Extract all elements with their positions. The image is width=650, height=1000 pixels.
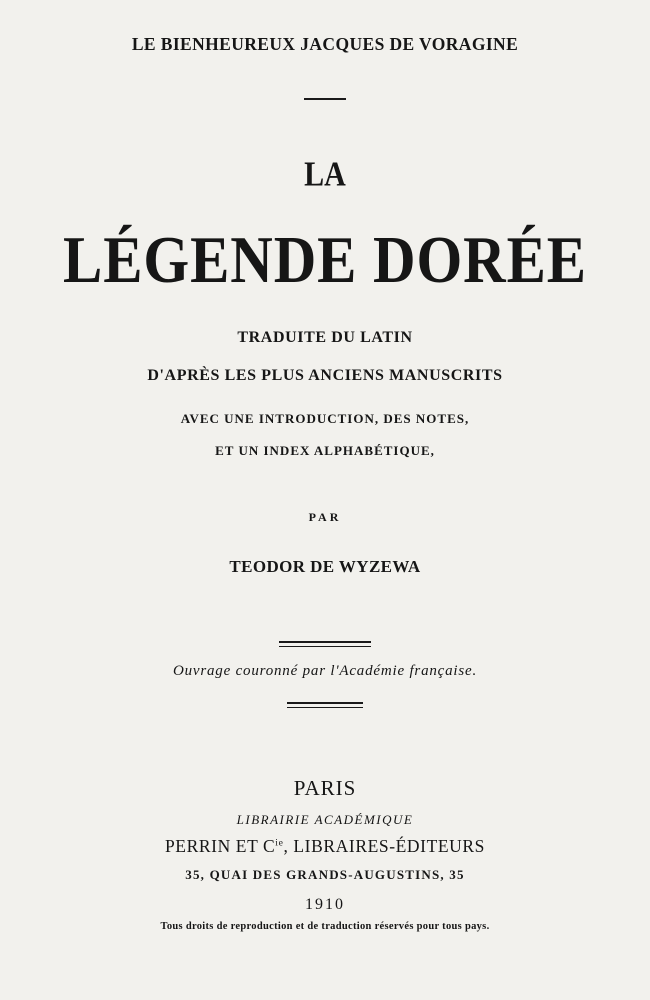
subtitle-translated-from: TRADUITE DU LATIN (237, 329, 413, 346)
publisher-address: 35, QUAI DES GRANDS-AUGUSTINS, 35 (185, 867, 465, 882)
upper-ornamental-divider (279, 641, 371, 643)
title-article: LA (304, 155, 346, 194)
publisher-superscript: ie (275, 837, 284, 849)
book-title: LÉGENDE DORÉE (63, 222, 587, 297)
publication-year: 1910 (305, 896, 345, 913)
imprint-name: LIBRAIRIE ACADÉMIQUE (236, 812, 414, 827)
rights-notice: Tous droits de reproduction et de traduction réservés pour tous pays. (160, 921, 490, 932)
subtitle-introduction-notes: AVEC UNE INTRODUCTION, DES NOTES, (180, 411, 470, 426)
publication-city: PARIS (293, 776, 357, 800)
publisher-suffix: , LIBRAIRES-ÉDITEURS (283, 836, 486, 856)
author-line: LE BIENHEUREUX JACQUES DE VORAGINE (131, 34, 519, 54)
prize-note: Ouvrage couronné par l'Académie française. (172, 663, 478, 679)
publisher-prefix: PERRIN ET C (164, 836, 276, 856)
lower-ornamental-divider (287, 702, 363, 704)
top-divider (304, 98, 346, 100)
subtitle-manuscripts: D'APRÈS LES PLUS ANCIENS MANUSCRITS (147, 367, 503, 384)
publisher-line (0, 838, 650, 856)
by-label: PAR (308, 510, 342, 524)
subtitle-index: ET UN INDEX ALPHABÉTIQUE, (215, 443, 435, 458)
translator-name: TEODOR DE WYZEWA (229, 557, 421, 576)
